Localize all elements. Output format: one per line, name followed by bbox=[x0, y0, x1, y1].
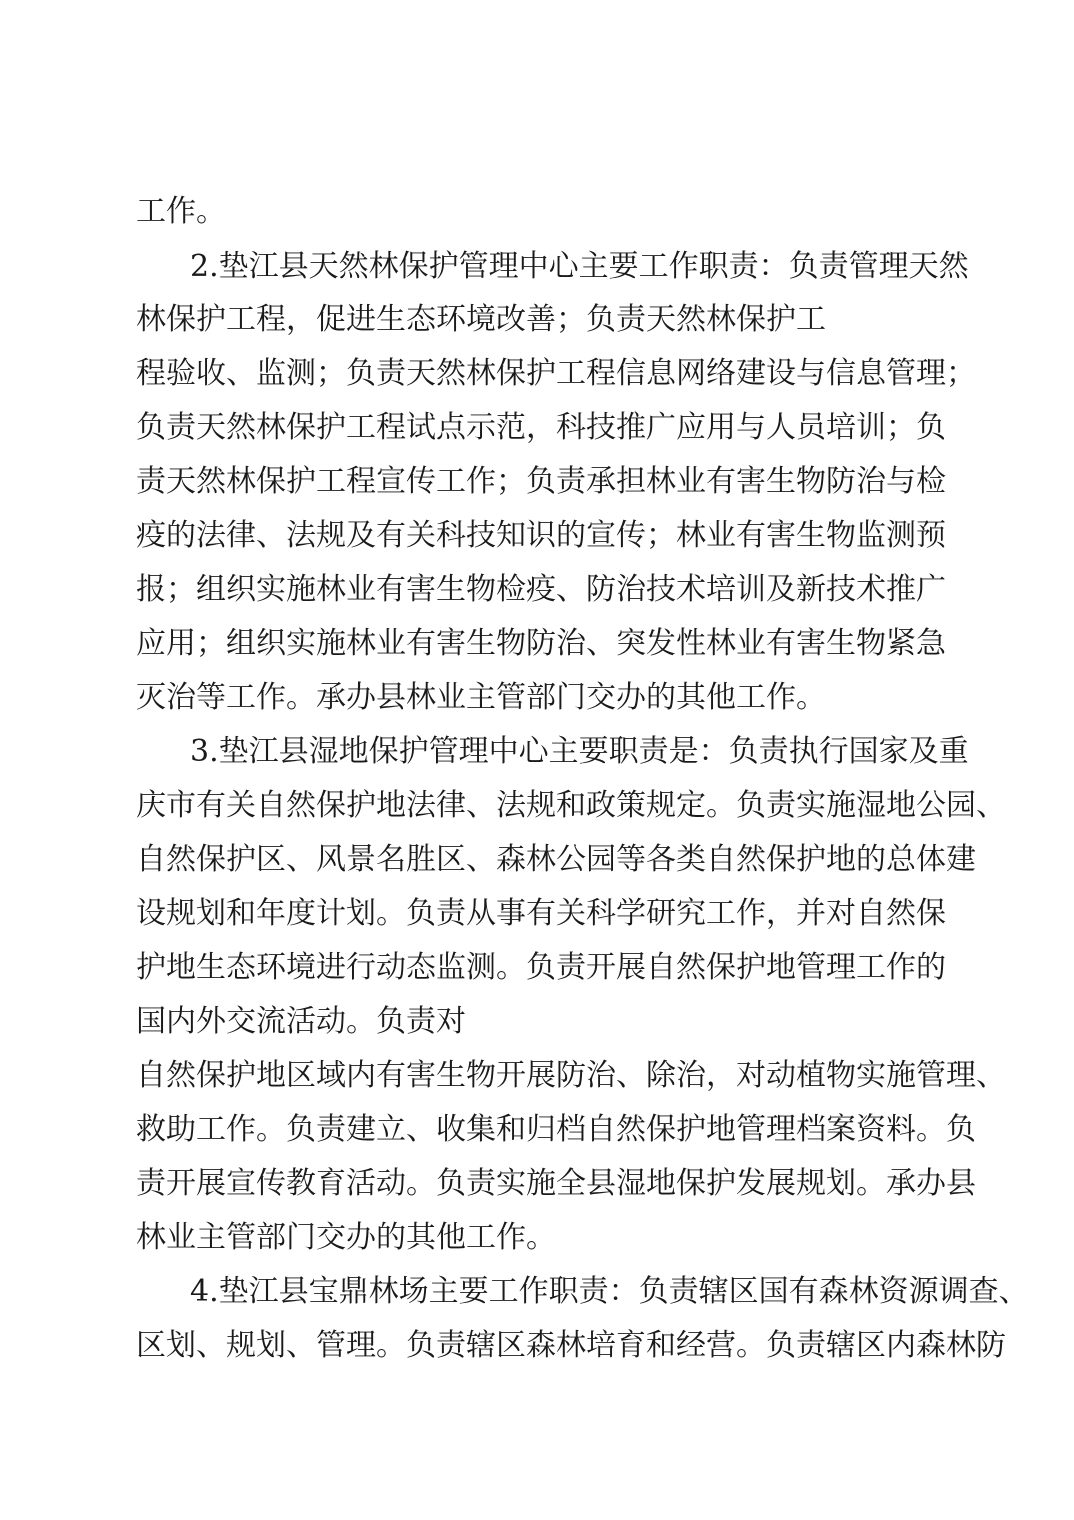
paragraph-3-start: 3.垫江县湿地保护管理中心主要职责是：负责执行国家及重 bbox=[190, 734, 969, 769]
text-line: 护地生态环境进行动态监测。负责开展自然保护地管理工作的 bbox=[136, 950, 946, 985]
text-line: 疫的法律、法规及有关科技知识的宣传；林业有害生物监测预 bbox=[136, 518, 946, 553]
text-line: 自然保护地区域内有害生物开展防治、除治，对动植物实施管理、 bbox=[136, 1058, 1006, 1093]
text-line: 程验收、监测；负责天然林保护工程信息网络建设与信息管理； bbox=[136, 356, 976, 391]
text-line: 自然保护区、风景名胜区、森林公园等各类自然保护地的总体建 bbox=[136, 842, 976, 877]
text-line: 报；组织实施林业有害生物检疫、防治技术培训及新技术推广 bbox=[136, 572, 946, 607]
text-line: 国内外交流活动。负责对 bbox=[136, 1004, 466, 1039]
text-line: 庆市有关自然保护地法律、法规和政策规定。负责实施湿地公园、 bbox=[136, 788, 1006, 823]
text-line: 责开展宣传教育活动。负责实施全县湿地保护发展规划。承办县 bbox=[136, 1166, 976, 1201]
text-line: 林业主管部门交办的其他工作。 bbox=[136, 1220, 556, 1255]
text-line: 林保护工程，促进生态环境改善；负责天然林保护工 bbox=[136, 302, 826, 337]
text-line: 灭治等工作。承办县林业主管部门交办的其他工作。 bbox=[136, 680, 826, 715]
paragraph-2-start: 2.垫江县天然林保护管理中心主要工作职责：负责管理天然 bbox=[190, 249, 969, 284]
text-line: 负责天然林保护工程试点示范，科技推广应用与人员培训；负 bbox=[136, 410, 946, 445]
text-line: 工作。 bbox=[136, 194, 226, 229]
text-line: 应用；组织实施林业有害生物防治、突发性林业有害生物紧急 bbox=[136, 626, 946, 661]
text-line: 设规划和年度计划。负责从事有关科学研究工作，并对自然保 bbox=[136, 896, 946, 931]
text-line: 区划、规划、管理。负责辖区森林培育和经营。负责辖区内森林防 bbox=[136, 1328, 1006, 1363]
text-line: 救助工作。负责建立、收集和归档自然保护地管理档案资料。负 bbox=[136, 1112, 976, 1147]
text-line: 责天然林保护工程宣传工作；负责承担林业有害生物防治与检 bbox=[136, 464, 946, 499]
paragraph-4-start: 4.垫江县宝鼎林场主要工作职责：负责辖区国有森林资源调查、 bbox=[190, 1274, 1029, 1309]
